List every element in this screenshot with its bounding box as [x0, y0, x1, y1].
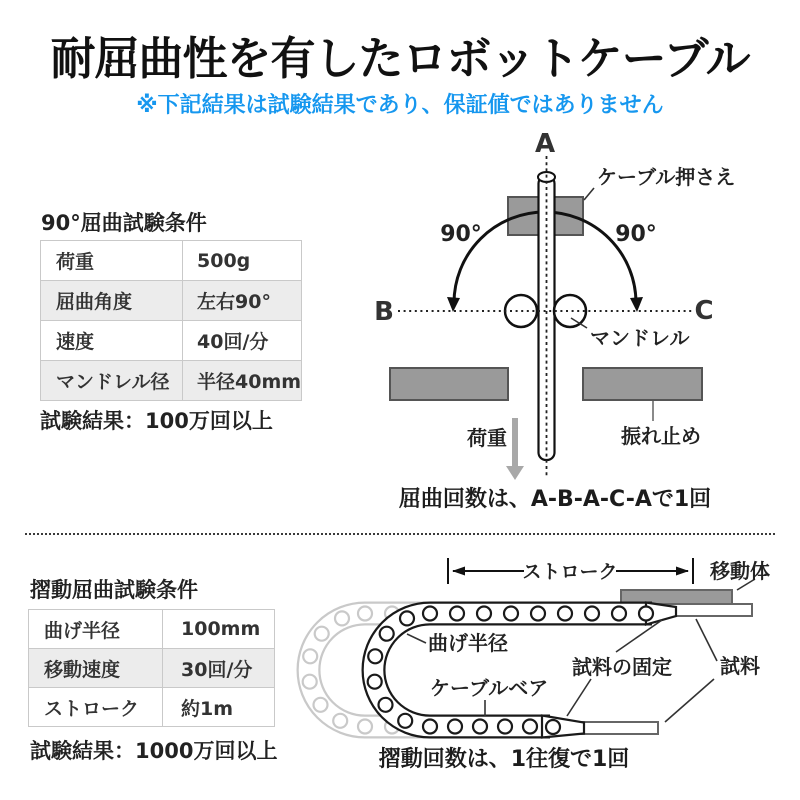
- bend-test-result: 試験結果：100万回以上: [40, 409, 273, 433]
- slide-test-table-title: 摺動屈曲試験条件: [30, 578, 198, 602]
- condition-label: ストローク: [29, 688, 163, 727]
- disclaimer-subtitle: ※下記結果は試験結果であり、保証値ではありません: [136, 93, 664, 118]
- slide-test-result: 試験結果：1000万回以上: [30, 739, 278, 763]
- bend-radius-label: 曲げ半径: [428, 631, 508, 655]
- bend-radius-pointer: [407, 634, 426, 643]
- condition-label: 移動速度: [29, 649, 163, 688]
- bend-test-diagram: [0, 130, 800, 522]
- condition-label: 曲げ半径: [29, 610, 163, 649]
- bend-test-table-title: 90°屈曲試験条件: [41, 211, 207, 235]
- cable-holder-label: ケーブル押さえ: [597, 165, 736, 189]
- condition-value: 半径40mm: [183, 361, 302, 401]
- condition-label: 速度: [41, 321, 183, 361]
- slide-test-diagram: [0, 545, 800, 795]
- sample-pointer-bottom: [665, 679, 714, 722]
- sample-fixing-label: 試料の固定: [572, 655, 672, 679]
- point-b-label: B: [374, 297, 394, 327]
- condition-value: 100mm: [163, 610, 275, 649]
- sample-label: 試料: [720, 654, 760, 678]
- moving-body-label: 移動体: [710, 559, 770, 583]
- angle-right-label: 90°: [615, 222, 657, 247]
- stroke-label: ストローク: [522, 561, 618, 583]
- condition-label: 荷重: [41, 241, 183, 281]
- sway-stopper-label: 振れ止め: [621, 424, 701, 448]
- condition-value: 500g: [183, 241, 302, 281]
- condition-label: 屈曲角度: [41, 281, 183, 321]
- cable-carrier-label: ケーブルベア: [430, 676, 549, 700]
- point-c-label: C: [694, 296, 714, 326]
- sway-stopper-left-block: [390, 368, 508, 400]
- condition-value: 30回/分: [163, 649, 275, 688]
- condition-value: 左右90°: [183, 281, 302, 321]
- mandrel-label: マンドレル: [590, 326, 690, 350]
- load-arrow-shaft: [512, 418, 518, 468]
- condition-label: マンドレル径: [41, 361, 183, 401]
- arc-arrow-right-icon: [630, 297, 643, 312]
- arc-arrow-left-icon: [447, 297, 460, 312]
- sample-pointer-top: [696, 619, 717, 661]
- sway-stopper-right-block: [583, 368, 702, 400]
- cable-holder-pointer: [584, 188, 594, 200]
- condition-value: 約1m: [163, 688, 275, 727]
- mandrel-left: [505, 295, 537, 327]
- point-a-label: A: [534, 130, 556, 159]
- page-title: 耐屈曲性を有したロボットケーブル: [50, 32, 750, 85]
- angle-left-label: 90°: [440, 222, 482, 247]
- dim-arrow-right-icon: [676, 567, 689, 576]
- bend-count-caption: 屈曲回数は、A-B-A-C-Aで1回: [398, 487, 712, 512]
- dim-arrow-left-icon: [452, 567, 465, 576]
- sample-fixing-pointer-bottom: [567, 679, 591, 716]
- section-divider: [25, 533, 775, 535]
- load-arrow-head-icon: [506, 466, 524, 480]
- slide-count-caption: 摺動回数は、1往復で1回: [378, 747, 630, 772]
- mandrel-right: [554, 295, 586, 327]
- load-label: 荷重: [467, 426, 507, 450]
- condition-value: 40回/分: [183, 321, 302, 361]
